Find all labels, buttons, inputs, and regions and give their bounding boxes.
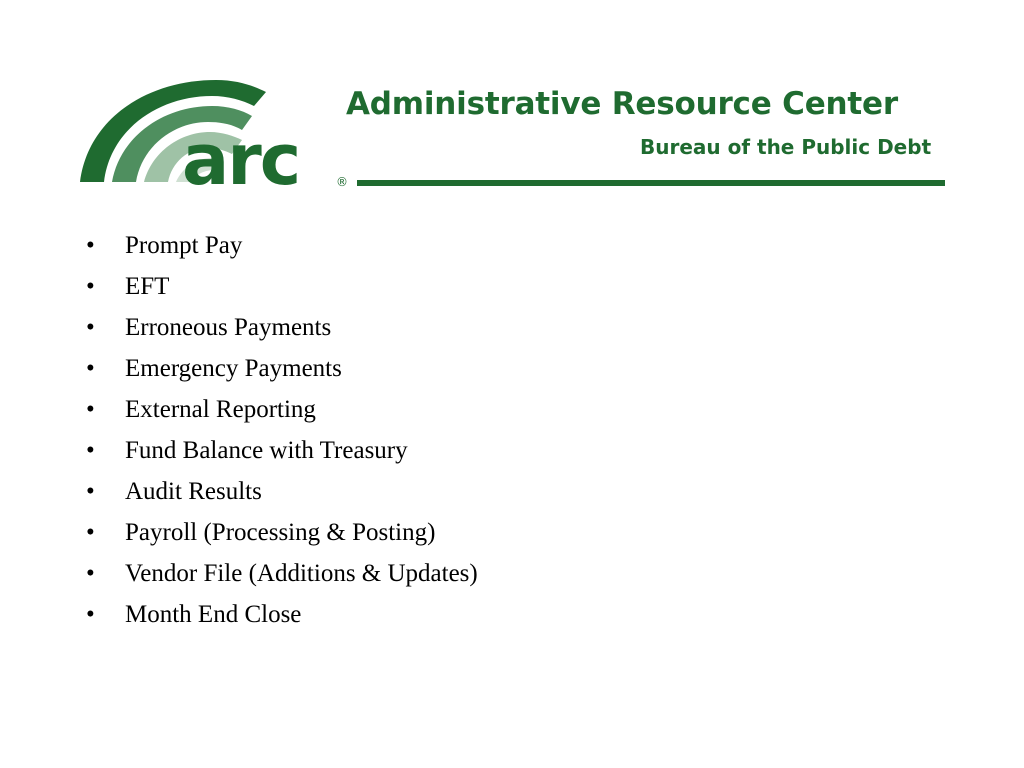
bullet-icon: •: [86, 232, 95, 259]
registered-mark: ®: [336, 175, 348, 189]
list-item-label: Payroll (Processing & Posting): [125, 519, 436, 546]
list-item-label: Audit Results: [125, 478, 262, 505]
header: [0, 0, 1024, 200]
bullet-icon: •: [86, 396, 95, 423]
bullet-icon: •: [86, 601, 95, 628]
logo-text: arc: [182, 119, 300, 190]
list-item-label: Erroneous Payments: [125, 314, 332, 341]
list-item-label: Month End Close: [125, 601, 302, 628]
list-item-label: External Reporting: [125, 396, 316, 423]
bullet-icon: •: [86, 273, 95, 300]
list-item-label: Fund Balance with Treasury: [125, 437, 408, 464]
bullet-icon: •: [86, 437, 95, 464]
list-item-label: EFT: [125, 273, 170, 300]
header-rule: [357, 180, 945, 186]
list-item-label: Emergency Payments: [125, 355, 342, 382]
org-title: Administrative Resource Center: [346, 86, 898, 122]
bullet-icon: •: [86, 478, 95, 505]
bullet-icon: •: [86, 560, 95, 587]
bullet-icon: •: [86, 314, 95, 341]
org-subtitle: Bureau of the Public Debt: [640, 135, 932, 159]
bullet-icon: •: [86, 355, 95, 382]
arc-logo: [78, 78, 350, 190]
list-item-label: Vendor File (Additions & Updates): [125, 560, 478, 587]
list-item-label: Prompt Pay: [125, 232, 243, 259]
bullet-icon: •: [86, 519, 95, 546]
